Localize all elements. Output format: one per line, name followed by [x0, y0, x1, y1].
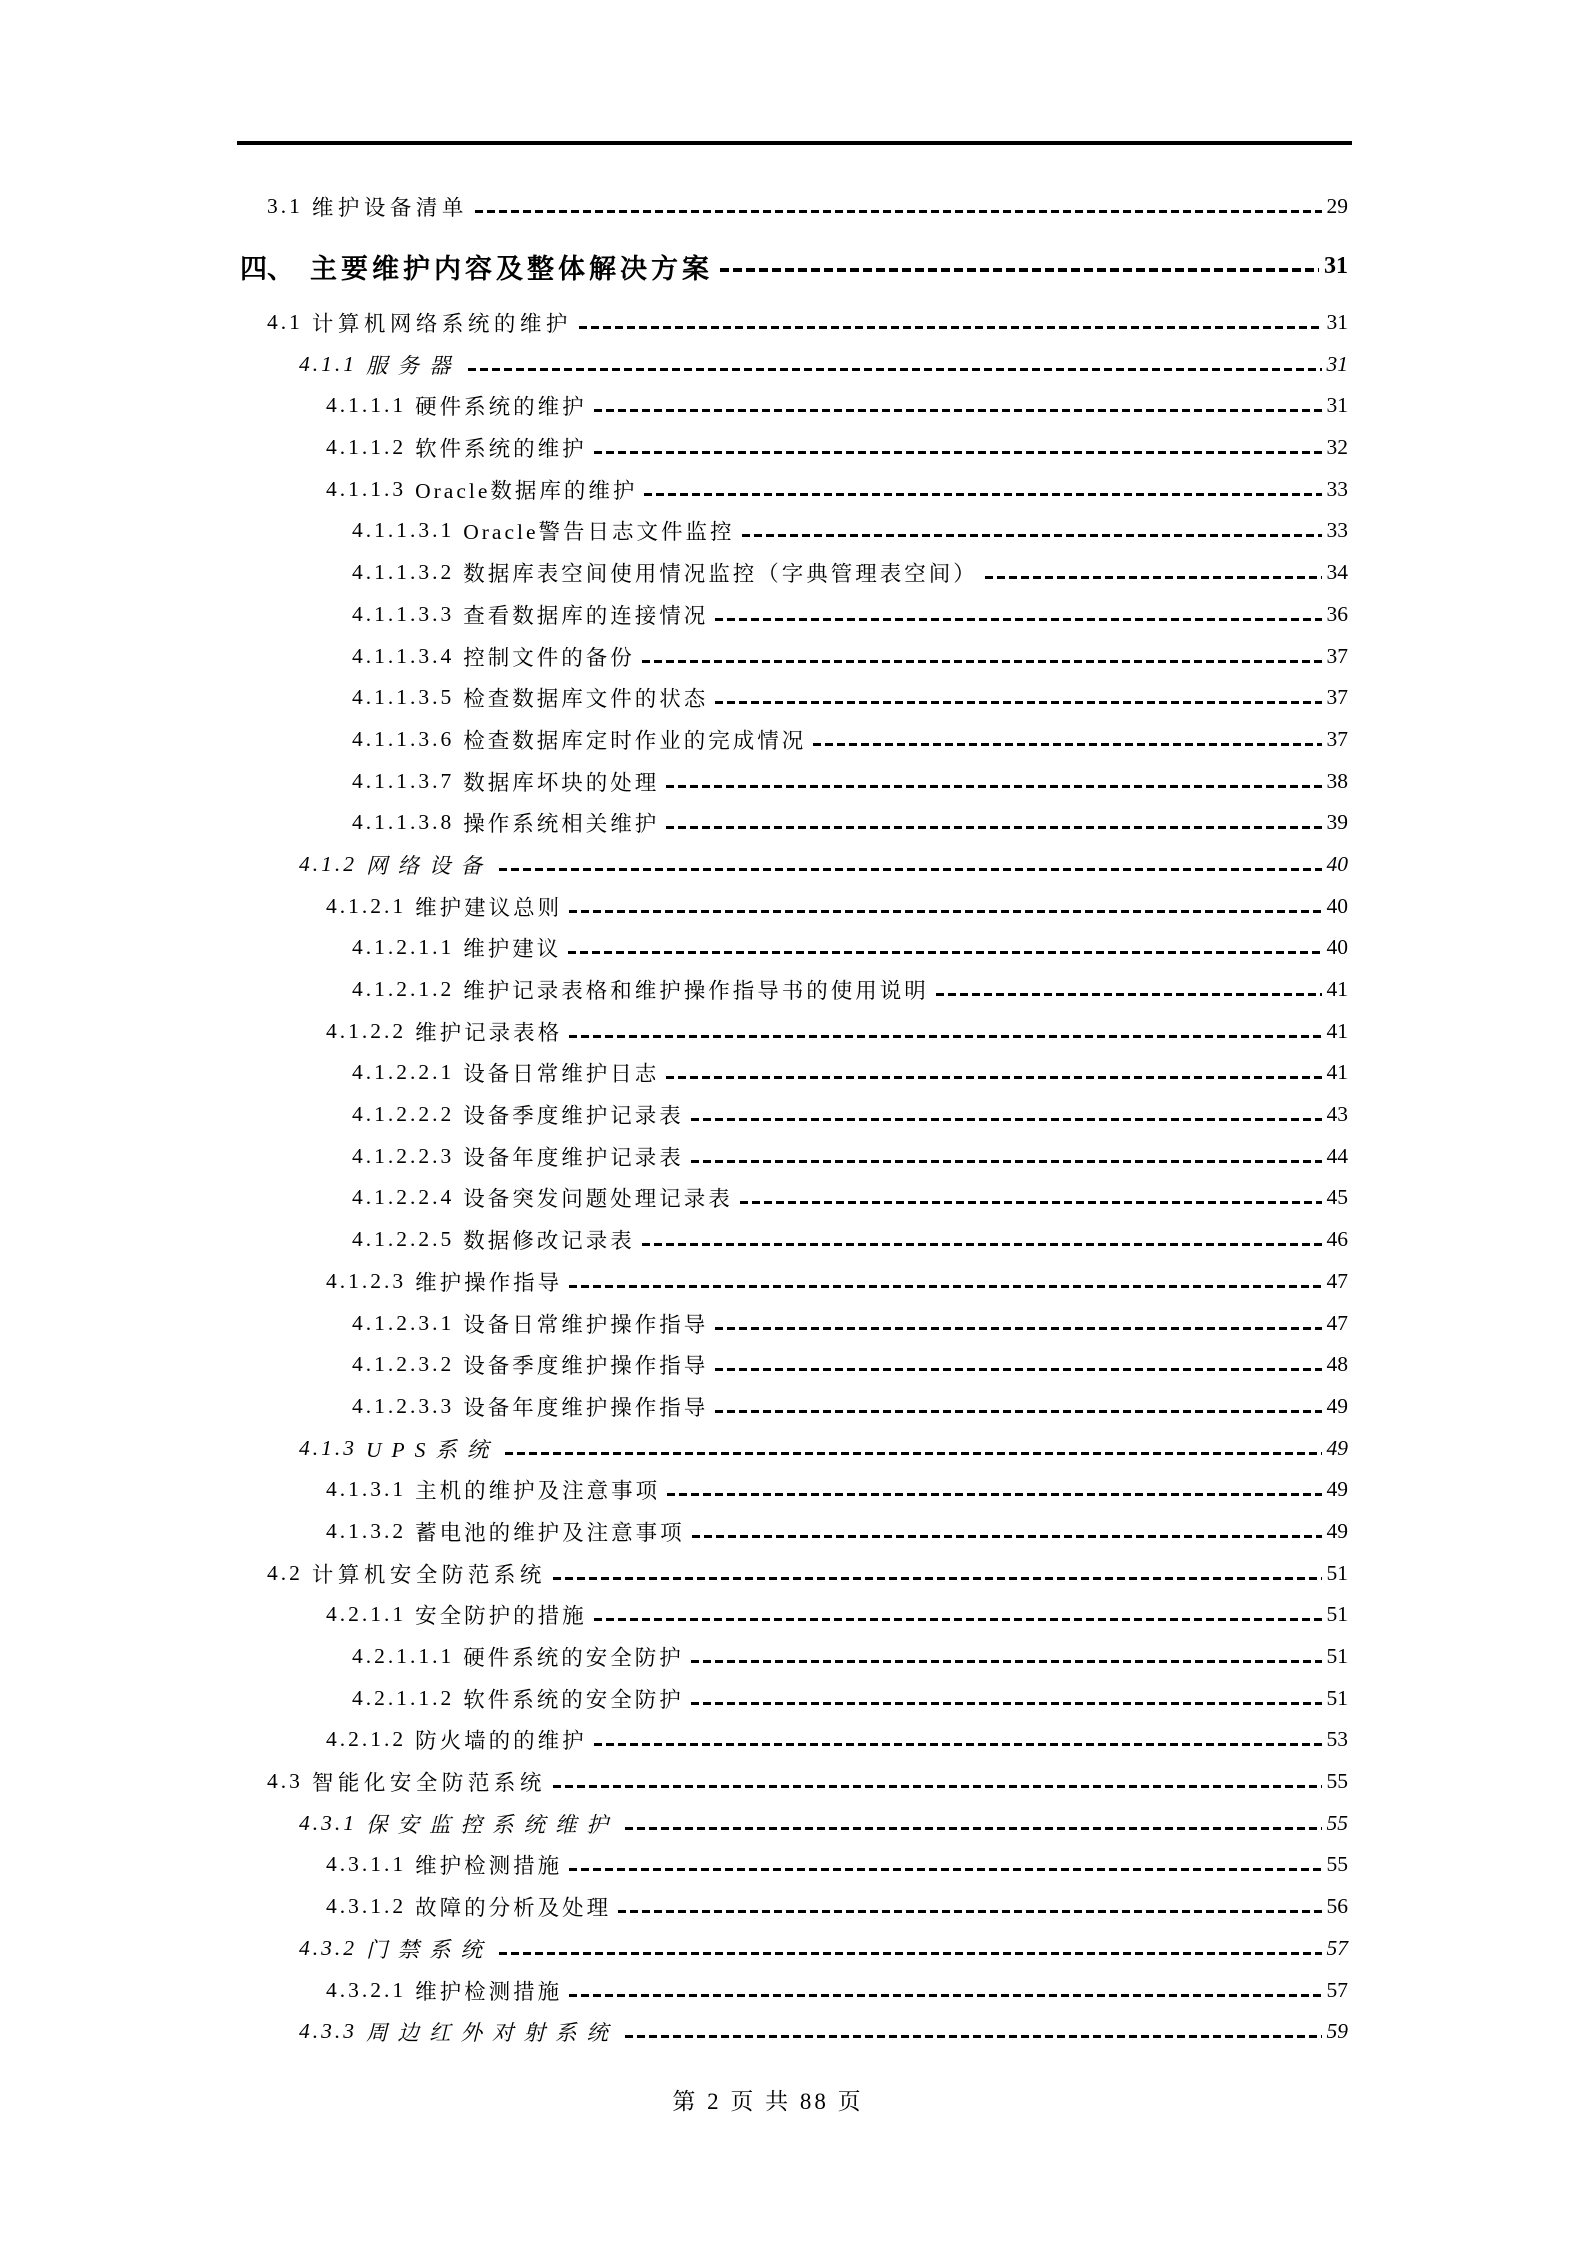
toc-entry-page-number: 31	[1324, 253, 1348, 280]
toc-entry-title: 设备年度维护记录表	[463, 1145, 684, 1170]
toc-entry-number: 4.1.1	[299, 351, 357, 376]
toc-entry[interactable]	[240, 1802, 1348, 1844]
toc-entry-number: 4.1.2.1.1	[352, 935, 455, 960]
toc-entry-number: 4.2.1.1.1	[352, 1644, 455, 1669]
toc-entry-page-number: 43	[1326, 1102, 1348, 1127]
dotted-leader	[594, 409, 1322, 412]
toc-entry[interactable]	[240, 635, 1348, 677]
toc-entry[interactable]	[240, 1135, 1348, 1177]
dotted-leader	[579, 326, 1322, 329]
dotted-leader	[715, 701, 1321, 704]
toc-entry[interactable]	[240, 1552, 1348, 1594]
toc-entry[interactable]	[240, 302, 1348, 344]
toc-entry-title: 设备季度维护操作指导	[463, 1354, 709, 1379]
toc-entry-title: 设备日常维护操作指导	[463, 1312, 709, 1337]
toc-entry-title: 计算机网络系统的维护	[311, 312, 572, 337]
toc-entry-number: 4.1.3.2	[326, 1518, 407, 1543]
dotted-leader	[505, 1452, 1321, 1455]
toc-entry-page-number: 37	[1326, 685, 1348, 710]
dotted-leader	[666, 1076, 1321, 1079]
toc-entry-page-number: 51	[1326, 1685, 1348, 1710]
dotted-leader	[642, 660, 1322, 663]
toc-entry-title: 主机的维护及注意事项	[415, 1479, 661, 1504]
toc-entry-page-number: 33	[1326, 518, 1348, 543]
toc-entry-number: 4.1.2.2.4	[352, 1185, 455, 1210]
toc-entry-title: 保安监控系统维护	[366, 1812, 619, 1837]
toc-entry-number: 4.1.1.2	[326, 435, 407, 460]
dotted-leader	[691, 1160, 1322, 1163]
toc-entry-number: 4.1.1.3.4	[352, 643, 455, 668]
dotted-leader	[715, 1410, 1321, 1413]
toc-entry-number: 4.1.1.3.6	[352, 726, 455, 751]
dotted-leader	[644, 493, 1321, 496]
toc-entry-page-number: 49	[1326, 1518, 1348, 1543]
toc-entry-number: 四、	[240, 254, 294, 285]
toc-entry-number: 4.3.1.1	[326, 1852, 407, 1877]
dotted-leader	[569, 910, 1321, 913]
toc-entry-title: 硬件系统的安全防护	[463, 1646, 684, 1671]
toc-entry-title: 维护操作指导	[415, 1270, 563, 1295]
toc-entry[interactable]	[240, 186, 1348, 228]
page-footer: 第 2 页 共 88 页	[672, 2089, 864, 2114]
toc-entry-number: 4.1.2.3	[326, 1268, 407, 1293]
toc-entry[interactable]	[240, 385, 1348, 427]
toc-entry-number: 4.3.2	[299, 1935, 357, 1960]
toc-entry-title: 设备日常维护日志	[463, 1062, 660, 1087]
toc-entry-title: 数据修改记录表	[463, 1229, 635, 1254]
dotted-leader	[936, 993, 1322, 996]
toc-entry-title: 安全防护的措施	[415, 1604, 587, 1629]
toc-entry-number: 4.1.2.2.3	[352, 1143, 455, 1168]
toc-entry[interactable]	[240, 844, 1348, 886]
toc-entry-title: 控制文件的备份	[463, 645, 635, 670]
toc-entry[interactable]	[240, 1219, 1348, 1261]
toc-entry-page-number: 56	[1326, 1894, 1348, 1919]
toc-entry-page-number: 55	[1326, 1852, 1348, 1877]
toc-entry-number: 4.3	[267, 1769, 303, 1794]
toc-entry-number: 4.1.2.1	[326, 893, 407, 918]
toc-entry-page-number: 31	[1326, 351, 1348, 376]
toc-entry-title: 检查数据库定时作业的完成情况	[463, 728, 807, 753]
toc-entry-page-number: 49	[1326, 1393, 1348, 1418]
toc-entry-page-number: 44	[1326, 1143, 1348, 1168]
toc-entry-number: 4.2.1.2	[326, 1727, 407, 1752]
toc-entry-title: 设备年度维护操作指导	[463, 1395, 709, 1420]
toc-entry-page-number: 31	[1326, 393, 1348, 418]
toc-entry-title: 蓄电池的维护及注意事项	[415, 1520, 685, 1545]
toc-entry[interactable]	[240, 1511, 1348, 1553]
toc-entry-number: 4.1.1.3.5	[352, 685, 455, 710]
toc-entry-number: 4.1.2.3.1	[352, 1310, 455, 1335]
toc-entry-number: 4.3.1.2	[326, 1894, 407, 1919]
toc-entry-number: 4.2.1.1	[326, 1602, 407, 1627]
toc-entry-title: Oracle数据库的维护	[415, 478, 638, 503]
toc-entry-number: 4.1.2.1.2	[352, 977, 455, 1002]
toc-entry[interactable]	[240, 1386, 1348, 1428]
toc-entry-title: Oracle警告日志文件监控	[463, 520, 735, 545]
toc-entry[interactable]	[240, 1427, 1348, 1469]
toc-entry-number: 4.1.1.3.2	[352, 560, 455, 585]
toc-entry[interactable]	[240, 1928, 1348, 1970]
toc-entry[interactable]	[240, 1052, 1348, 1094]
toc-entry-title: 周边红外对射系统	[366, 2021, 619, 2046]
toc-entry-title: 检查数据库文件的状态	[463, 687, 709, 712]
dotted-leader	[625, 2035, 1321, 2038]
dotted-leader	[642, 1243, 1322, 1246]
dotted-leader	[715, 1368, 1321, 1371]
toc-entry-title: 维护记录表格	[415, 1020, 563, 1045]
toc-entry-page-number: 47	[1326, 1268, 1348, 1293]
toc-entry-page-number: 41	[1326, 1060, 1348, 1085]
toc-entry[interactable]	[240, 1177, 1348, 1219]
toc-entry[interactable]	[240, 802, 1348, 844]
dotted-leader	[813, 743, 1321, 746]
toc-entry-page-number: 31	[1326, 310, 1348, 335]
toc-entry-number: 4.3.3	[299, 2019, 357, 2044]
toc-entry-number: 4.1	[267, 310, 303, 335]
dotted-leader	[667, 1493, 1321, 1496]
toc-entry[interactable]	[240, 1886, 1348, 1928]
toc-entry-title: 维护检测措施	[415, 1979, 563, 2004]
toc-entry-number: 4.1.3.1	[326, 1477, 407, 1502]
dotted-leader	[985, 576, 1322, 579]
toc-entry-page-number: 41	[1326, 1018, 1348, 1043]
toc-entry-number: 4.1.2.2.1	[352, 1060, 455, 1085]
toc-entry-page-number: 51	[1326, 1644, 1348, 1669]
dotted-leader	[715, 1327, 1321, 1330]
toc-entry[interactable]	[240, 343, 1348, 385]
toc-entry-page-number: 49	[1326, 1477, 1348, 1502]
toc-entry-page-number: 59	[1326, 2019, 1348, 2044]
dotted-leader	[740, 1201, 1322, 1204]
dotted-leader	[594, 1743, 1322, 1746]
toc-entry-page-number: 39	[1326, 810, 1348, 835]
toc-entry-title: 主要维护内容及整体解决方案	[310, 254, 713, 285]
toc-entry-page-number: 48	[1326, 1352, 1348, 1377]
toc-entry-title: 设备突发问题处理记录表	[463, 1187, 733, 1212]
toc-entry-title: 软件系统的安全防护	[463, 1687, 684, 1712]
toc-entry-page-number: 49	[1326, 1435, 1348, 1460]
toc-entry[interactable]	[240, 468, 1348, 510]
toc-entry-number: 4.1.1.3.7	[352, 768, 455, 793]
toc-entry-title: 操作系统相关维护	[463, 812, 660, 837]
toc-entry-page-number: 57	[1326, 1977, 1348, 2002]
toc-entry[interactable]	[240, 719, 1348, 761]
toc-entry-title: 计算机安全防范系统	[311, 1562, 546, 1587]
dotted-leader	[691, 1660, 1322, 1663]
toc-entry-page-number: 40	[1326, 935, 1348, 960]
toc-entry[interactable]	[240, 677, 1348, 719]
toc-entry-page-number: 40	[1326, 851, 1348, 876]
toc-entry[interactable]	[240, 1636, 1348, 1678]
toc-entry[interactable]	[240, 1594, 1348, 1636]
toc-entry-title: 防火墙的的维护	[415, 1729, 587, 1754]
toc-entry-number: 4.1.1.3.3	[352, 601, 455, 626]
toc-entry-number: 4.1.1.1	[326, 393, 407, 418]
toc-entry-page-number: 33	[1326, 476, 1348, 501]
toc-entry[interactable]	[240, 1010, 1348, 1052]
dotted-leader	[666, 785, 1321, 788]
toc-entry[interactable]	[240, 1677, 1348, 1719]
toc-entry[interactable]	[240, 760, 1348, 802]
toc-entry-title: 维护建议总则	[415, 895, 563, 920]
toc-entry-title: 数据库坏块的处理	[463, 770, 660, 795]
toc-entry-page-number: 47	[1326, 1310, 1348, 1335]
dotted-leader	[553, 1577, 1322, 1580]
toc-entry-title: 维护建议	[463, 937, 562, 962]
toc-list	[240, 186, 1348, 2053]
toc-entry-number: 4.1.2.2.5	[352, 1227, 455, 1252]
toc-entry-number: 4.2	[267, 1560, 303, 1585]
dotted-leader	[594, 451, 1322, 454]
toc-entry-number: 4.2.1.1.2	[352, 1685, 455, 1710]
toc-entry-title: 故障的分析及处理	[415, 1896, 612, 1921]
toc-entry-page-number: 41	[1326, 977, 1348, 1002]
dotted-leader	[594, 1618, 1322, 1621]
dotted-leader	[569, 1868, 1321, 1871]
dotted-leader	[553, 1785, 1322, 1788]
toc-entry[interactable]	[240, 1469, 1348, 1511]
toc-entry-number: 4.3.2.1	[326, 1977, 407, 2002]
toc-entry[interactable]	[240, 1844, 1348, 1886]
toc-entry[interactable]	[240, 594, 1348, 636]
dotted-leader	[568, 951, 1321, 954]
toc-entry[interactable]	[240, 427, 1348, 469]
toc-entry[interactable]	[240, 1761, 1348, 1803]
toc-entry-page-number: 51	[1326, 1560, 1348, 1585]
toc-entry-page-number: 36	[1326, 601, 1348, 626]
toc-entry-title: 查看数据库的连接情况	[463, 603, 709, 628]
toc-entry[interactable]	[240, 1344, 1348, 1386]
dotted-leader	[691, 1118, 1322, 1121]
toc-entry-page-number: 51	[1326, 1602, 1348, 1627]
toc-entry[interactable]	[240, 510, 1348, 552]
toc-entry-number: 4.1.2.3.2	[352, 1352, 455, 1377]
toc-entry-page-number: 34	[1326, 560, 1348, 585]
dotted-leader	[569, 1285, 1321, 1288]
toc-entry-page-number: 37	[1326, 643, 1348, 668]
dotted-leader	[691, 1702, 1322, 1705]
dotted-leader	[625, 1827, 1321, 1830]
toc-entry[interactable]	[240, 927, 1348, 969]
toc-entry-title: 硬件系统的维护	[415, 395, 587, 420]
toc-entry-page-number: 55	[1326, 1810, 1348, 1835]
dotted-leader	[499, 868, 1321, 871]
toc-entry-title: 设备季度维护记录表	[463, 1104, 684, 1129]
toc-entry-number: 4.1.1.3.8	[352, 810, 455, 835]
toc-entry[interactable]	[240, 1302, 1348, 1344]
dotted-leader	[692, 1535, 1322, 1538]
toc-entry-title: 维护设备清单	[311, 196, 468, 221]
dotted-leader	[618, 1910, 1321, 1913]
toc-entry-title: 软件系统的维护	[415, 437, 587, 462]
dotted-leader	[742, 534, 1322, 537]
dotted-leader	[715, 618, 1321, 621]
toc-entry[interactable]	[240, 885, 1348, 927]
toc-entry-number: 4.1.3	[299, 1435, 357, 1460]
toc-entry-title: 维护记录表格和维护操作指导书的使用说明	[463, 979, 929, 1004]
toc-entry[interactable]	[240, 1094, 1348, 1136]
toc-entry-page-number: 32	[1326, 435, 1348, 460]
toc-entry-number: 4.1.1.3	[326, 476, 407, 501]
toc-entry[interactable]	[240, 240, 1348, 294]
toc-entry-number: 4.1.2.3.3	[352, 1393, 455, 1418]
toc-entry-title: 服务器	[366, 353, 461, 378]
header-rule	[237, 141, 1352, 145]
toc-entry-title: 维护检测措施	[415, 1854, 563, 1879]
toc-entry-page-number: 29	[1326, 194, 1348, 219]
toc-entry-number: 4.1.1.3.1	[352, 518, 455, 543]
toc-entry-page-number: 55	[1326, 1769, 1348, 1794]
toc-entry-number: 4.1.2.2	[326, 1018, 407, 1043]
toc-entry-page-number: 46	[1326, 1227, 1348, 1252]
toc-entry-number: 3.1	[267, 194, 303, 219]
dotted-leader	[468, 368, 1322, 371]
dotted-leader	[720, 268, 1319, 272]
toc-entry-page-number: 45	[1326, 1185, 1348, 1210]
toc-entry[interactable]	[240, 2011, 1348, 2053]
dotted-leader	[569, 1035, 1321, 1038]
toc-entry-page-number: 37	[1326, 726, 1348, 751]
toc-entry-title: 智能化安全防范系统	[311, 1771, 546, 1796]
toc-entry[interactable]	[240, 969, 1348, 1011]
dotted-leader	[569, 1994, 1321, 1997]
toc-entry-title: 网络设备	[366, 853, 493, 878]
toc-entry[interactable]	[240, 1969, 1348, 2011]
toc-entry-page-number: 38	[1326, 768, 1348, 793]
dotted-leader	[499, 1952, 1321, 1955]
dotted-leader	[666, 826, 1321, 829]
toc-entry[interactable]	[240, 1719, 1348, 1761]
toc-entry-title: 数据库表空间使用情况监控（字典管理表空间）	[463, 562, 978, 587]
toc-entry[interactable]	[240, 552, 1348, 594]
toc-entry[interactable]	[240, 1261, 1348, 1303]
toc-entry-number: 4.1.2.2.2	[352, 1102, 455, 1127]
toc-entry-title: 门禁系统	[366, 1937, 493, 1962]
toc-entry-page-number: 53	[1326, 1727, 1348, 1752]
toc-entry-number: 4.3.1	[299, 1810, 357, 1835]
toc-entry-page-number: 57	[1326, 1935, 1348, 1960]
toc-entry-number: 4.1.2	[299, 851, 357, 876]
dotted-leader	[475, 210, 1322, 213]
toc-entry-page-number: 40	[1326, 893, 1348, 918]
toc-entry-title: UPS系统	[366, 1437, 499, 1462]
